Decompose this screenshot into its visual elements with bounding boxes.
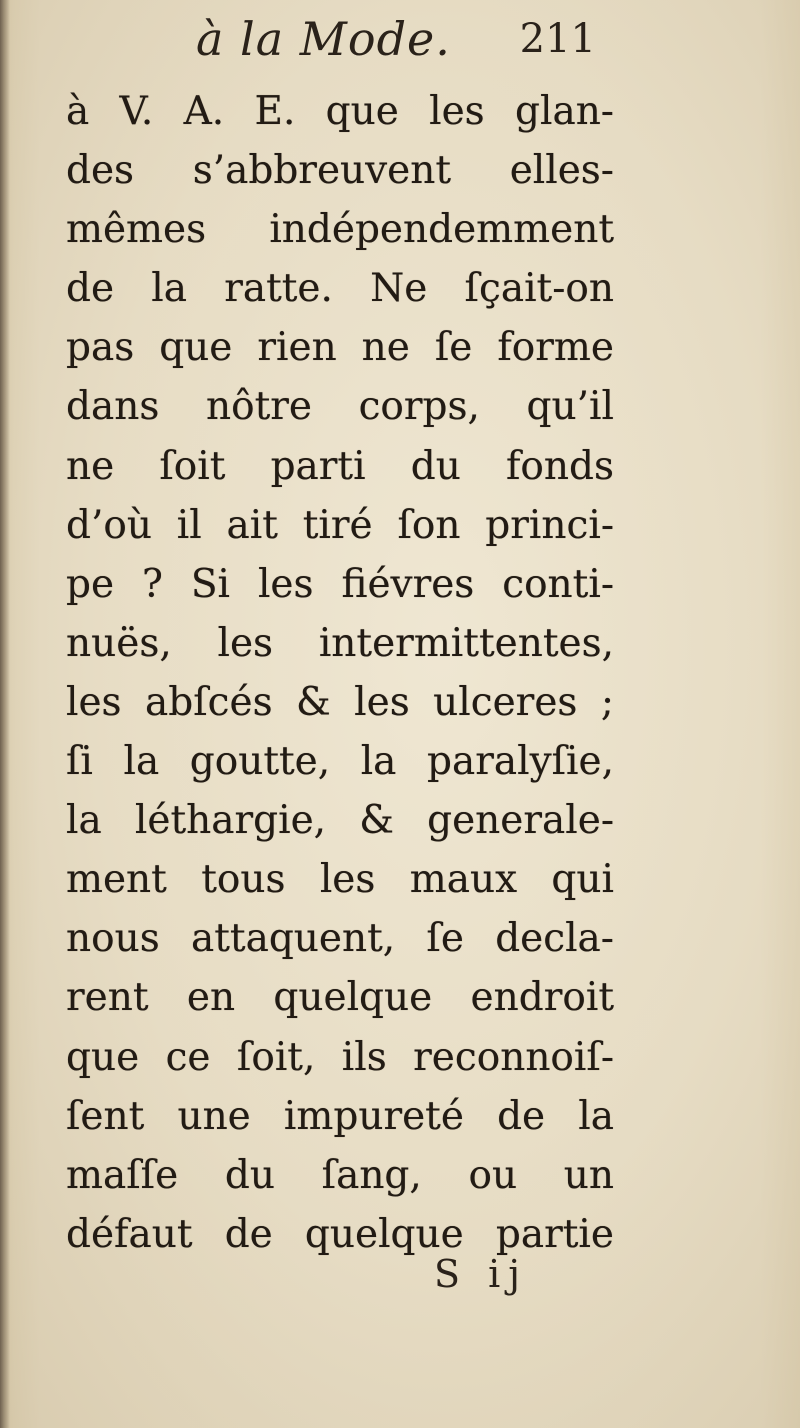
running-title: à la Mode.	[196, 12, 451, 66]
text-line: pe ? Si les fiévres conti-	[66, 561, 614, 607]
text-line: mêmes indépendemment	[66, 207, 614, 253]
text-line: ment tous les maux qui	[66, 857, 614, 903]
binding-gutter	[0, 0, 10, 1428]
text-line: de la ratte. Ne ſçait-on	[66, 266, 614, 312]
text-line: ne ſoit parti du fonds	[66, 443, 614, 489]
text-line: maſſe du ſang, ou un	[66, 1152, 614, 1198]
text-line: pas que rien ne ſe forme	[66, 325, 614, 371]
page-header	[196, 12, 596, 72]
text-line: la léthargie, & generale-	[66, 798, 614, 844]
text-line: des s’abbreuvent elles-	[66, 148, 614, 194]
page-number: 211	[519, 16, 596, 62]
text-line: défaut de quelque partie	[66, 1211, 614, 1257]
text-line: nous attaquent, ſe decla-	[66, 916, 614, 962]
body-text	[66, 82, 614, 1264]
text-line: ſi la goutte, la paralyſie,	[66, 739, 614, 785]
text-line: dans nôtre corps, qu’il	[66, 384, 614, 430]
text-line: que ce ſoit, ils reconnoiſ-	[66, 1034, 614, 1080]
text-line: rent en quelque endroit	[66, 975, 614, 1021]
text-line: nuës, les intermittentes,	[66, 620, 614, 666]
text-line: d’où il ait tiré ſon princi-	[66, 502, 614, 548]
signature-mark: S ij	[434, 1252, 529, 1296]
text-line: ſent une impureté de la	[66, 1093, 614, 1139]
text-line: à V. A. E. que les glan-	[66, 89, 614, 134]
text-line: les abſcés & les ulceres ;	[66, 679, 614, 725]
